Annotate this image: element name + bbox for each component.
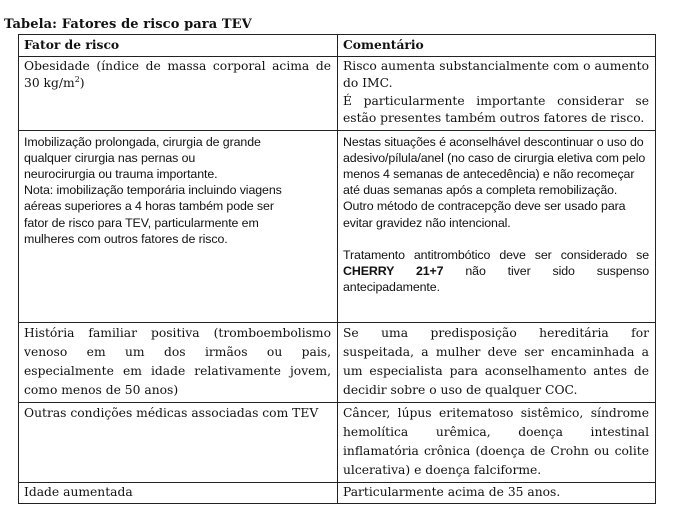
- cell-risk-factor: [19, 56, 338, 130]
- cell-comment: [338, 56, 656, 130]
- table-row: [19, 482, 656, 504]
- cell-comment: Câncer, lúpus eritematoso sistêmico, síndrome hemolítica urêmica, doença intestinal inflamatória crônica (doença de Crohn ou colite ulcerativa) e doença falciforme.: [338, 402, 656, 482]
- factor-line: fator de risco para TEV, particularmente em: [24, 215, 259, 230]
- table-row: [19, 56, 656, 130]
- header-comment: Comentário: [338, 35, 656, 57]
- table-row: [19, 402, 656, 482]
- factor-line: Imobilização prolongada, cirurgia de grande: [24, 134, 261, 149]
- comment-paragraph: Risco aumenta substancialmente com o aumento do IMC.: [343, 58, 649, 90]
- cell-comment: Particularmente acima de 35 anos.: [338, 482, 656, 504]
- table-header-row: [19, 35, 656, 57]
- risk-factors-table: [18, 34, 656, 504]
- factor-line: qualquer cirurgia nas pernas ou: [24, 150, 196, 165]
- cell-comment: Se uma predisposição hereditária for suspeitada, a mulher deve ser encaminhada a um especialista para aconselhamento antes de decidir sobre o uso de qualquer COC.: [338, 322, 656, 402]
- factor-text: Obesidade (índice de massa corporal acima de 30 kg/m: [24, 58, 331, 90]
- table-row: [19, 322, 656, 402]
- comment-paragraph: [343, 247, 649, 296]
- factor-line: neurocirurgia ou trauma importante.: [24, 166, 218, 181]
- table-caption: Tabela: Fatores de risco para TEV: [4, 17, 252, 32]
- superscript: 2: [74, 74, 80, 84]
- header-risk-factor: Fator de risco: [19, 35, 338, 57]
- factor-tail: ): [79, 76, 85, 90]
- comment-text: Tratamento antitrombótico deve ser considerado se: [343, 247, 649, 262]
- cell-risk-factor: Outras condições médicas associadas com TEV: [19, 402, 338, 482]
- factor-line: Nota: imobilização temporária incluindo viagens: [24, 183, 282, 198]
- cell-risk-factor: Idade aumentada: [19, 482, 338, 504]
- cell-risk-factor: História familiar positiva (tromboembolismo venoso em um dos irmãos ou pais, especialmente em idade relativamente jovem, como menos de 50 anos): [19, 322, 338, 402]
- product-name: CHERRY 21+7: [343, 263, 444, 278]
- table-row: [19, 130, 656, 322]
- cell-comment: [338, 130, 656, 322]
- factor-line: mulheres com outros fatores de risco.: [24, 231, 228, 246]
- cell-risk-factor: [19, 130, 338, 322]
- factor-line: aéreas superiores a 4 horas também pode ser: [24, 199, 274, 214]
- comment-text: não tiver sido suspenso antecipadamente.: [343, 263, 649, 295]
- comment-paragraph: Nestas situações é aconselhável descontinuar o uso do adesivo/pílula/anel (no caso de cirurgia eletiva com pelo menos 4 semanas de antecedência) e não recomeçar até duas semanas após a completa remobilização. Outro método de contracepção deve ser usado para evitar gravidez não intencional.: [343, 134, 646, 230]
- comment-paragraph: É particularmente importante considerar se estão presentes também outros fatores de risco.: [343, 93, 649, 125]
